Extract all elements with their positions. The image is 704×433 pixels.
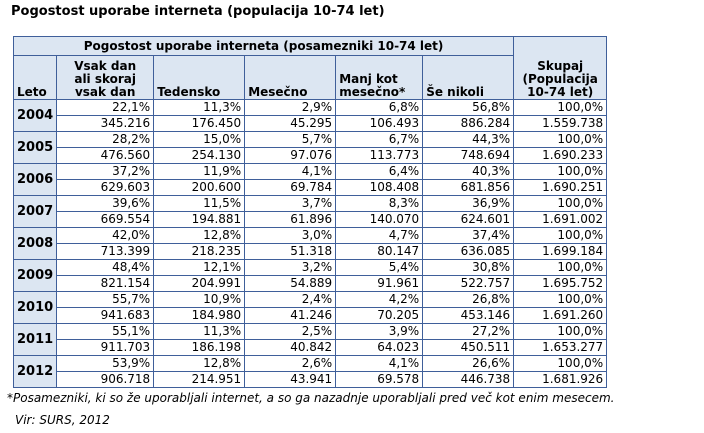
table-row <box>14 260 607 276</box>
percent-cell: 3,9% <box>336 324 423 340</box>
count-cell: 106.493 <box>336 116 423 132</box>
count-cell: 200.600 <box>154 180 245 196</box>
count-cell: 80.147 <box>336 244 423 260</box>
count-cell: 64.023 <box>336 340 423 356</box>
percent-cell: 37,4% <box>423 228 514 244</box>
count-cell: 1.699.184 <box>514 244 607 260</box>
percent-cell: 28,2% <box>57 132 154 148</box>
source-note: Vir: SURS, 2012 <box>15 413 110 427</box>
table-row <box>14 196 607 212</box>
count-cell: 624.601 <box>423 212 514 228</box>
table-row <box>14 164 607 180</box>
count-cell: 446.738 <box>423 372 514 388</box>
count-cell: 214.951 <box>154 372 245 388</box>
percent-cell: 12,8% <box>154 356 245 372</box>
count-cell: 911.703 <box>57 340 154 356</box>
count-cell: 218.235 <box>154 244 245 260</box>
count-cell: 1.691.002 <box>514 212 607 228</box>
percent-cell: 26,6% <box>423 356 514 372</box>
percent-cell: 36,9% <box>423 196 514 212</box>
count-cell: 450.511 <box>423 340 514 356</box>
percent-cell: 6,8% <box>336 100 423 116</box>
count-cell: 108.408 <box>336 180 423 196</box>
percent-cell: 12,1% <box>154 260 245 276</box>
percent-cell: 11,3% <box>154 324 245 340</box>
percent-cell: 40,3% <box>423 164 514 180</box>
percent-cell: 11,9% <box>154 164 245 180</box>
percent-cell: 26,8% <box>423 292 514 308</box>
count-cell: 204.991 <box>154 276 245 292</box>
percent-cell: 11,5% <box>154 196 245 212</box>
percent-cell: 22,1% <box>57 100 154 116</box>
percent-cell: 30,8% <box>423 260 514 276</box>
count-cell: 629.603 <box>57 180 154 196</box>
count-cell: 669.554 <box>57 212 154 228</box>
count-cell: 254.130 <box>154 148 245 164</box>
count-cell: 1.690.233 <box>514 148 607 164</box>
count-cell: 61.896 <box>245 212 336 228</box>
count-cell: 941.683 <box>57 308 154 324</box>
year-cell: 2011 <box>14 324 57 356</box>
percent-cell: 56,8% <box>423 100 514 116</box>
percent-cell: 8,3% <box>336 196 423 212</box>
count-cell: 40.842 <box>245 340 336 356</box>
percent-cell: 4,2% <box>336 292 423 308</box>
year-cell: 2010 <box>14 292 57 324</box>
count-cell: 140.070 <box>336 212 423 228</box>
percent-cell: 39,6% <box>57 196 154 212</box>
percent-cell: 53,9% <box>57 356 154 372</box>
table-row <box>14 276 607 292</box>
percent-cell: 4,1% <box>245 164 336 180</box>
table-row <box>14 292 607 308</box>
percent-cell: 3,7% <box>245 196 336 212</box>
count-cell: 821.154 <box>57 276 154 292</box>
never-column-header: Še nikoli <box>423 56 514 100</box>
daily-column-header: Vsak dan ali skoraj vsak dan <box>57 56 154 100</box>
percent-cell: 100,0% <box>514 356 607 372</box>
table-row <box>14 244 607 260</box>
percent-cell: 10,9% <box>154 292 245 308</box>
year-cell: 2009 <box>14 260 57 292</box>
count-cell: 886.284 <box>423 116 514 132</box>
table-row <box>14 212 607 228</box>
percent-cell: 100,0% <box>514 292 607 308</box>
table-row <box>14 228 607 244</box>
group-header: Pogostost uporabe interneta (posamezniki 10-74 let) <box>14 37 514 56</box>
percent-cell: 2,6% <box>245 356 336 372</box>
percent-cell: 100,0% <box>514 100 607 116</box>
count-cell: 176.450 <box>154 116 245 132</box>
table-row <box>14 100 607 116</box>
percent-cell: 27,2% <box>423 324 514 340</box>
percent-cell: 2,9% <box>245 100 336 116</box>
year-cell: 2007 <box>14 196 57 228</box>
count-cell: 681.856 <box>423 180 514 196</box>
percent-cell: 100,0% <box>514 324 607 340</box>
count-cell: 186.198 <box>154 340 245 356</box>
table-row <box>14 308 607 324</box>
percent-cell: 5,7% <box>245 132 336 148</box>
count-cell: 45.295 <box>245 116 336 132</box>
percent-cell: 42,0% <box>57 228 154 244</box>
count-cell: 1.653.277 <box>514 340 607 356</box>
count-cell: 453.146 <box>423 308 514 324</box>
table-row <box>14 324 607 340</box>
monthly-column-header: Mesečno <box>245 56 336 100</box>
year-cell: 2006 <box>14 164 57 196</box>
percent-cell: 6,7% <box>336 132 423 148</box>
year-cell: 2005 <box>14 132 57 164</box>
count-cell: 69.578 <box>336 372 423 388</box>
percent-cell: 55,7% <box>57 292 154 308</box>
count-cell: 43.941 <box>245 372 336 388</box>
less-than-monthly-column-header: Manj kot mesečno* <box>336 56 423 100</box>
table-row <box>14 340 607 356</box>
count-cell: 636.085 <box>423 244 514 260</box>
percent-cell: 48,4% <box>57 260 154 276</box>
internet-usage-table <box>13 36 607 388</box>
percent-cell: 4,7% <box>336 228 423 244</box>
percent-cell: 12,8% <box>154 228 245 244</box>
count-cell: 91.961 <box>336 276 423 292</box>
count-cell: 748.694 <box>423 148 514 164</box>
percent-cell: 6,4% <box>336 164 423 180</box>
count-cell: 41.246 <box>245 308 336 324</box>
count-cell: 51.318 <box>245 244 336 260</box>
count-cell: 1.691.260 <box>514 308 607 324</box>
count-cell: 184.980 <box>154 308 245 324</box>
count-cell: 97.076 <box>245 148 336 164</box>
percent-cell: 4,1% <box>336 356 423 372</box>
table-row <box>14 372 607 388</box>
percent-cell: 100,0% <box>514 132 607 148</box>
count-cell: 522.757 <box>423 276 514 292</box>
total-column-header: Skupaj (Populacija 10-74 let) <box>514 37 607 100</box>
percent-cell: 55,1% <box>57 324 154 340</box>
table-row <box>14 116 607 132</box>
percent-cell: 37,2% <box>57 164 154 180</box>
percent-cell: 3,0% <box>245 228 336 244</box>
count-cell: 1.559.738 <box>514 116 607 132</box>
count-cell: 713.399 <box>57 244 154 260</box>
count-cell: 70.205 <box>336 308 423 324</box>
count-cell: 1.690.251 <box>514 180 607 196</box>
count-cell: 906.718 <box>57 372 154 388</box>
count-cell: 69.784 <box>245 180 336 196</box>
percent-cell: 100,0% <box>514 260 607 276</box>
percent-cell: 2,4% <box>245 292 336 308</box>
percent-cell: 2,5% <box>245 324 336 340</box>
count-cell: 194.881 <box>154 212 245 228</box>
count-cell: 1.695.752 <box>514 276 607 292</box>
count-cell: 113.773 <box>336 148 423 164</box>
year-cell: 2008 <box>14 228 57 260</box>
percent-cell: 5,4% <box>336 260 423 276</box>
percent-cell: 11,3% <box>154 100 245 116</box>
year-cell: 2004 <box>14 100 57 132</box>
percent-cell: 44,3% <box>423 132 514 148</box>
table-row <box>14 356 607 372</box>
count-cell: 476.560 <box>57 148 154 164</box>
table-row <box>14 148 607 164</box>
percent-cell: 100,0% <box>514 228 607 244</box>
footnote: *Posamezniki, ki so že uporabljali internet, a so ga nazadnje uporabljali pred več kot enim mesecem. <box>7 391 615 405</box>
weekly-column-header: Tedensko <box>154 56 245 100</box>
table-row <box>14 180 607 196</box>
year-column-header: Leto <box>14 56 57 100</box>
count-cell: 345.216 <box>57 116 154 132</box>
count-cell: 54.889 <box>245 276 336 292</box>
table-row <box>14 132 607 148</box>
percent-cell: 100,0% <box>514 164 607 180</box>
percent-cell: 100,0% <box>514 196 607 212</box>
year-cell: 2012 <box>14 356 57 388</box>
count-cell: 1.681.926 <box>514 372 607 388</box>
percent-cell: 3,2% <box>245 260 336 276</box>
percent-cell: 15,0% <box>154 132 245 148</box>
page-title: Pogostost uporabe interneta (populacija 10-74 let) <box>11 4 385 19</box>
